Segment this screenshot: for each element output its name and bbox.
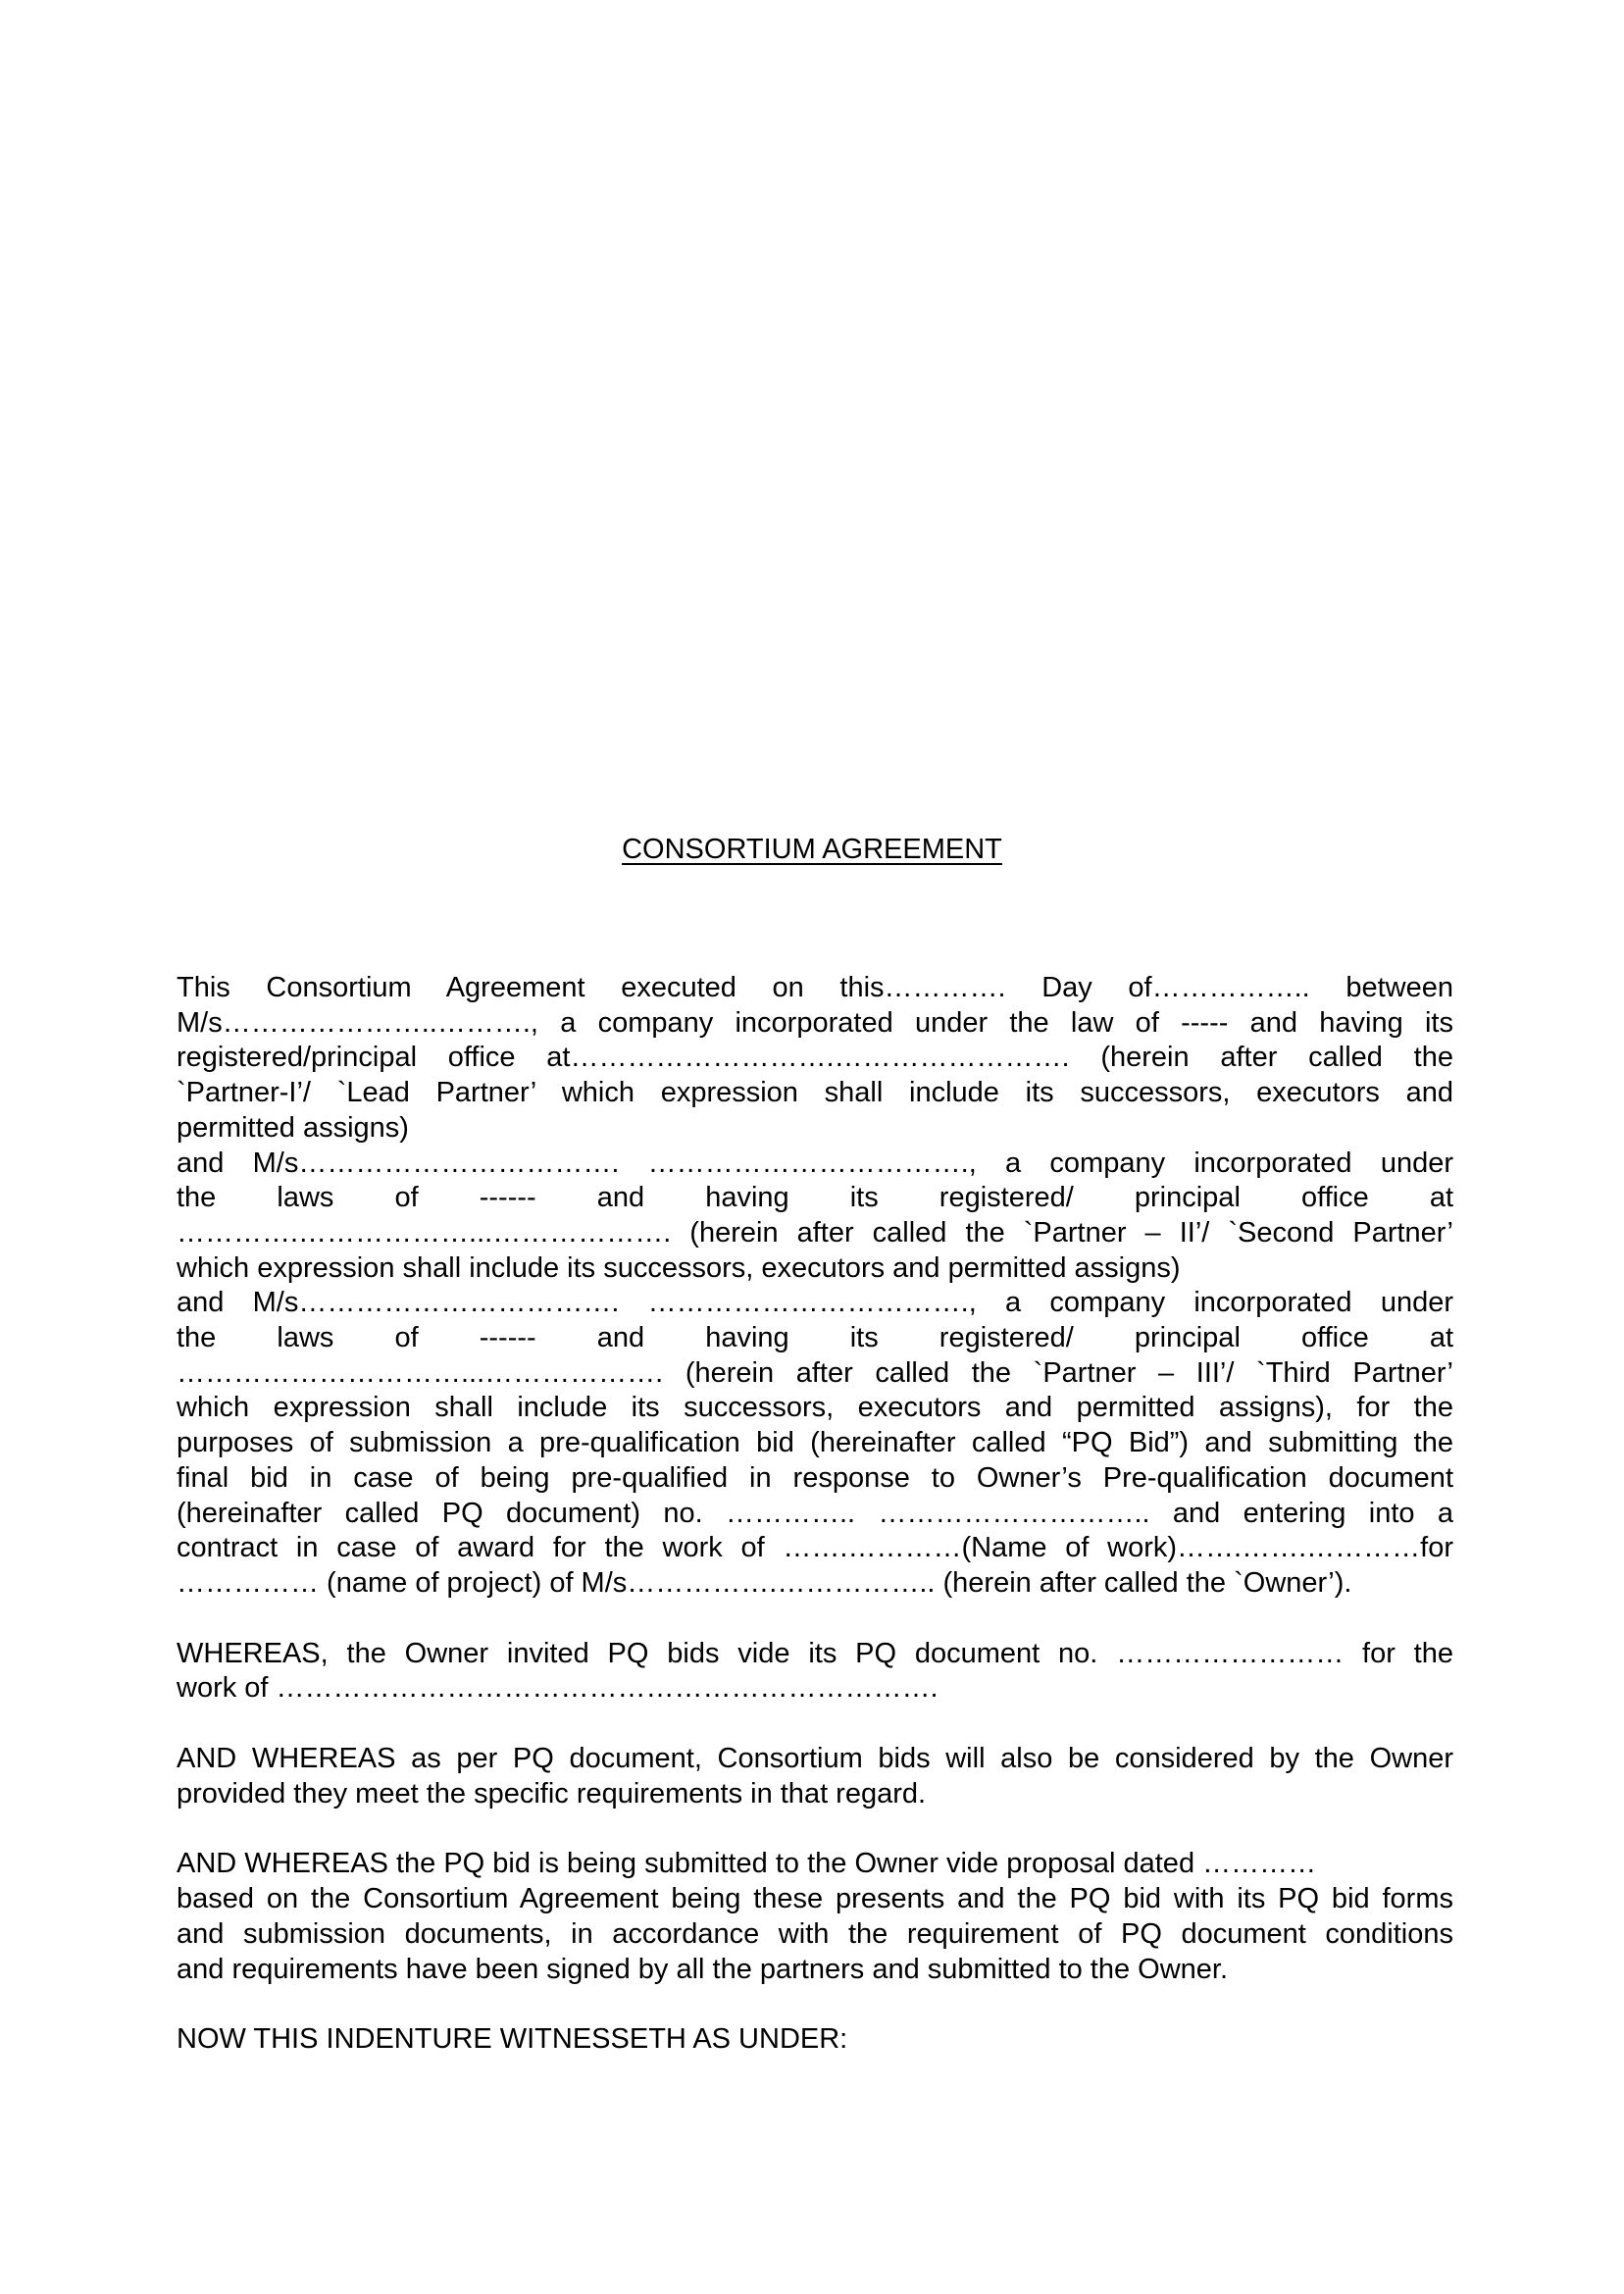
text-line: NOW THIS INDENTURE WITNESSETH AS UNDER: bbox=[177, 2023, 848, 2056]
text-line: and requirements have been signed by all the partners and submitted to the Owner. bbox=[177, 1953, 1229, 1985]
paragraph-spacer bbox=[177, 1707, 1453, 1742]
intro-paragraph bbox=[177, 971, 1453, 1602]
text-line: …………… (name of project) of M/s…………….…………….. (herein after called the `Owner’). bbox=[177, 1566, 1352, 1599]
paragraph-spacer bbox=[177, 1602, 1453, 1637]
text-line: M/s…………………..………., a company incorporated under the law of ----- and having its bbox=[177, 1006, 1453, 1039]
document-body bbox=[177, 971, 1453, 2058]
text-line: AND WHEREAS as per PQ document, Consortium bids will also be considered by the Owner bbox=[177, 1743, 1453, 1775]
text-line: contract in case of award for the work of …….…………(Name of work)…….…….…………for bbox=[177, 1532, 1453, 1564]
text-line: `Partner-I’/ `Lead Partner’ which expression shall include its successors, executors and bbox=[177, 1077, 1453, 1109]
document-title bbox=[0, 832, 1624, 867]
text-line: final bid in case of being pre-qualified in response to Owner’s Pre-qualification document bbox=[177, 1461, 1453, 1494]
text-line: the laws of ------ and having its registered/ principal office at bbox=[177, 1322, 1453, 1354]
text-line: …………………………...………………. (herein after called the `Partner – III’/ `Third Partner’ bbox=[177, 1356, 1453, 1389]
text-line: the laws of ------ and having its registered/ principal office at bbox=[177, 1182, 1453, 1214]
text-line: (hereinafter called PQ document) no. ………….. ……………………….. and entering into a bbox=[177, 1497, 1453, 1529]
paragraph-spacer bbox=[177, 1987, 1453, 2022]
text-line: and M/s……………………………. ……………………………., a company incorporated under bbox=[177, 1287, 1453, 1319]
text-line: which expression shall include its successors, executors and permitted assigns), for the bbox=[177, 1392, 1453, 1424]
text-line: purposes of submission a pre-qualification bid (hereinafter called “PQ Bid”) and submitting the bbox=[177, 1427, 1453, 1459]
whereas-paragraph-1 bbox=[177, 1637, 1453, 1707]
text-line: registered/principal office at……………………….……………………. (herein after called the bbox=[177, 1042, 1453, 1074]
text-line: provided they meet the specific requirements in that regard. bbox=[177, 1777, 927, 1810]
text-line: This Consortium Agreement executed on this…………. Day of…………….. between bbox=[177, 972, 1453, 1003]
text-line: and M/s……………………………. ……………………………., a company incorporated under bbox=[177, 1147, 1453, 1179]
whereas-paragraph-3 bbox=[177, 1847, 1453, 1987]
title-text: CONSORTIUM AGREEMENT bbox=[622, 834, 1002, 865]
text-line: ………….………………...………………. (herein after called the `Partner – II’/ `Second Partner’ bbox=[177, 1216, 1453, 1249]
text-line: which expression shall include its successors, executors and permitted assigns) bbox=[177, 1251, 1181, 1284]
text-line: and submission documents, in accordance with the requirement of PQ document conditions bbox=[177, 1917, 1453, 1950]
whereas-paragraph-2 bbox=[177, 1742, 1453, 1811]
paragraph-spacer bbox=[177, 1811, 1453, 1847]
text-line: based on the Consortium Agreement being these presents and the PQ bid with its PQ bid forms bbox=[177, 1883, 1453, 1915]
text-line: permitted assigns) bbox=[177, 1111, 409, 1144]
text-line: AND WHEREAS the PQ bid is being submitted to the Owner vide proposal dated ………… bbox=[177, 1848, 1317, 1880]
text-line: work of ……………………………………………………………. bbox=[177, 1672, 939, 1705]
text-line: WHEREAS, the Owner invited PQ bids vide its PQ document no. …………………… for the bbox=[177, 1637, 1453, 1669]
witnesseth-heading bbox=[177, 2022, 1453, 2058]
